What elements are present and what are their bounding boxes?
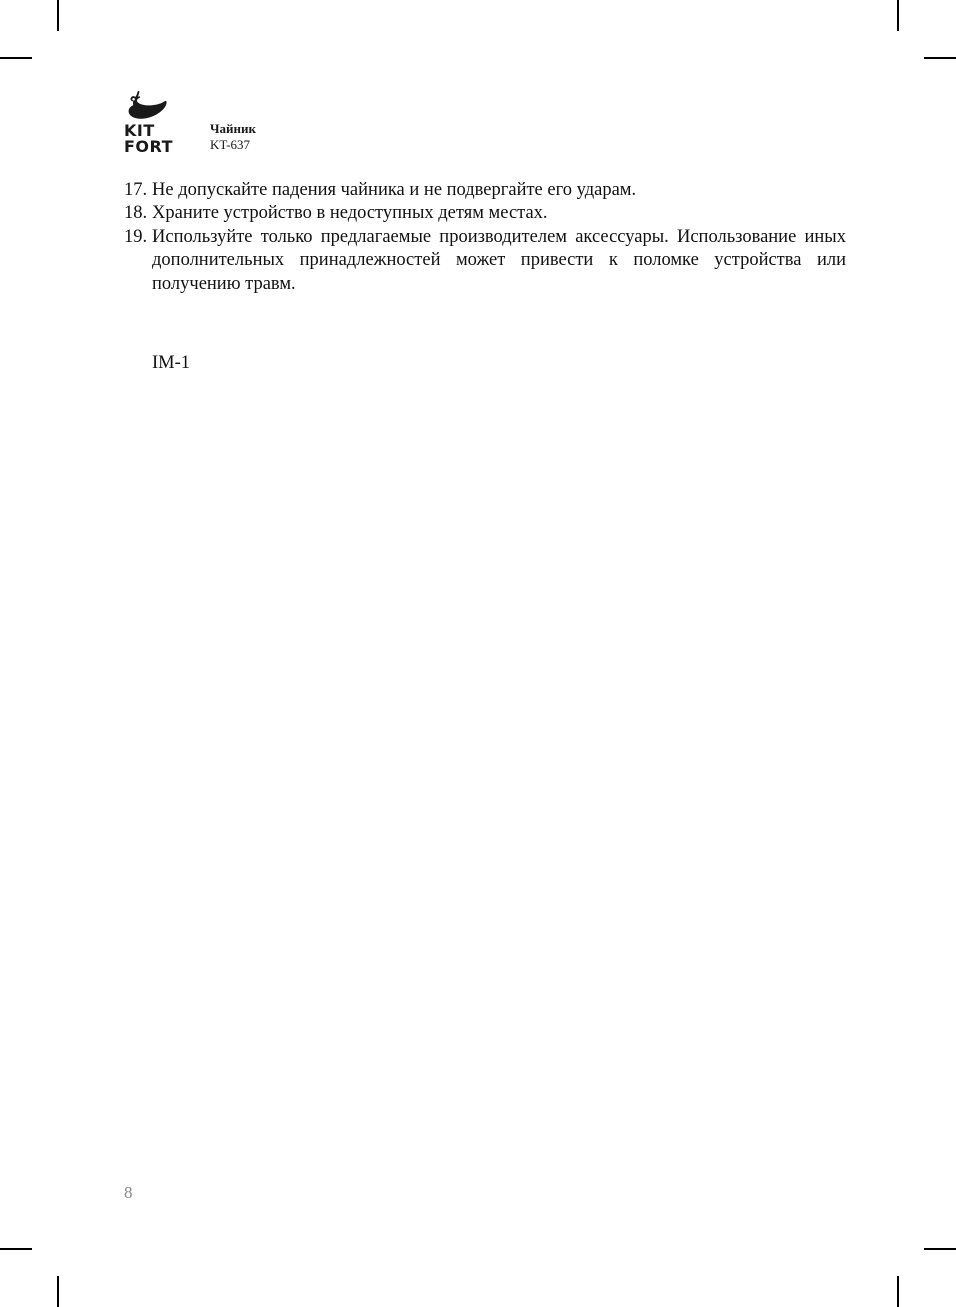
page-number: 8 (124, 1183, 133, 1202)
product-name: Чайник (210, 121, 257, 136)
list-item-number: 18. (124, 203, 148, 224)
list-item-text: Не допускайте падения чайника и не подвергайте его ударам. (152, 180, 637, 200)
brand-wordmark-line1: KIT (124, 121, 155, 140)
list-item-number: 17. (124, 180, 148, 200)
crop-mark-bottom-left-horizontal (0, 1248, 32, 1250)
product-model: KT-637 (210, 137, 250, 152)
document-note: IM-1 (152, 353, 191, 373)
crop-mark-top-right-horizontal (924, 57, 956, 59)
list-item-text: Используйте только предлагаемые производителем аксессуары. Использование иных дополнительных принадлежностей может привести к поломке устройства или получению травм. (152, 226, 846, 294)
list-item-number: 19. (124, 226, 148, 247)
list-item-text: Храните устройство в недоступных детям местах. (152, 203, 548, 224)
crop-mark-bottom-right-vertical (897, 1276, 899, 1307)
whale-icon (125, 90, 169, 120)
list-item (124, 202, 846, 225)
brand-wordmark-line2: FORT (124, 136, 174, 156)
list-item (124, 179, 846, 202)
crop-mark-bottom-left-vertical (57, 1276, 59, 1307)
product-info (210, 121, 256, 154)
list-item (124, 226, 846, 296)
crop-mark-top-right-vertical (897, 0, 899, 31)
crop-mark-bottom-right-horizontal (924, 1248, 956, 1250)
brand-logo (124, 90, 200, 154)
safety-instructions-list (124, 179, 846, 296)
crop-mark-top-left-vertical (57, 0, 59, 31)
brand-wordmark (124, 123, 173, 154)
crop-mark-top-left-horizontal (0, 57, 32, 59)
document-header (124, 90, 256, 154)
